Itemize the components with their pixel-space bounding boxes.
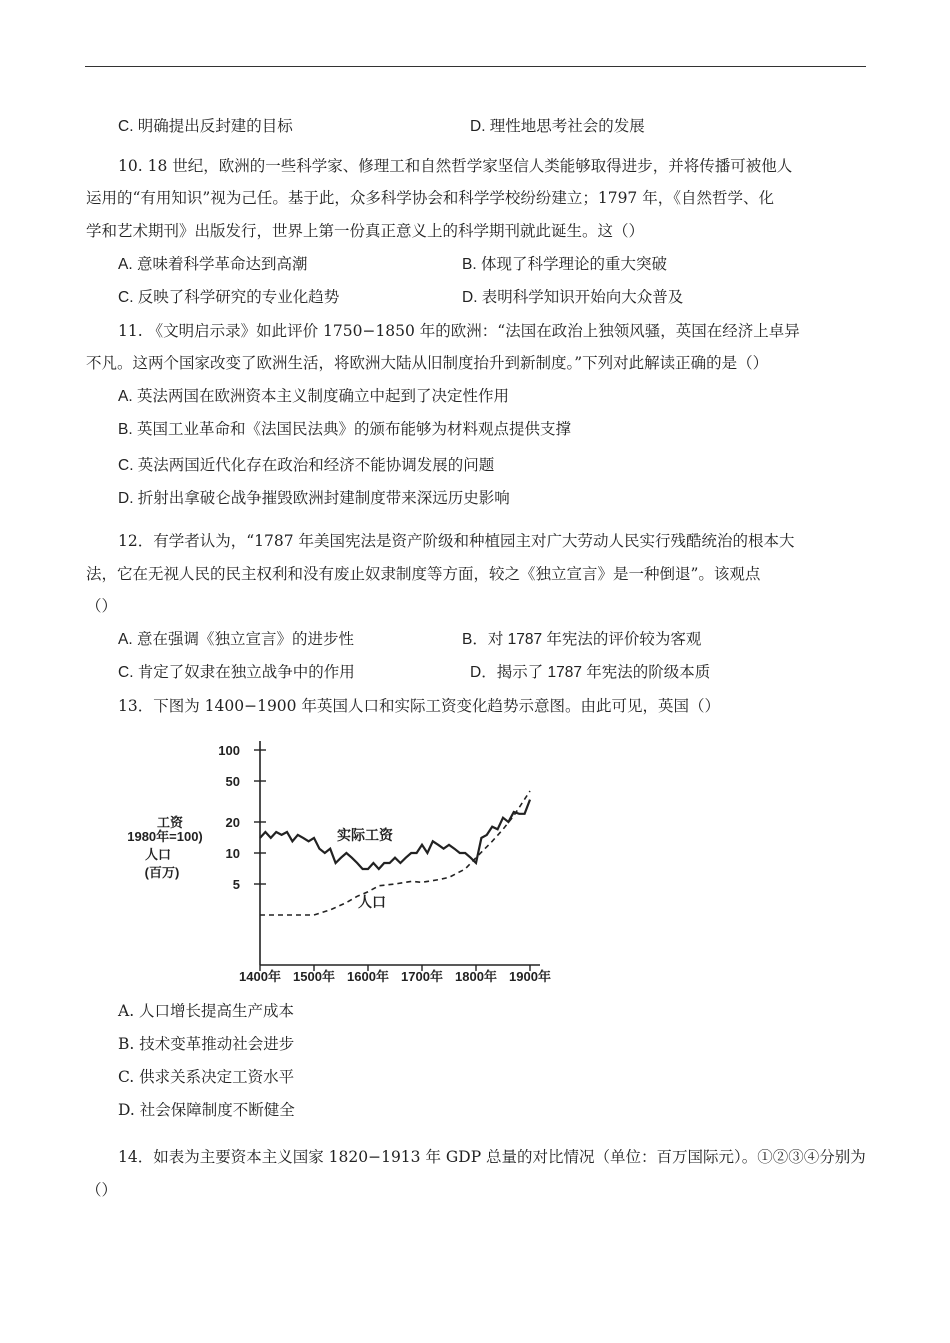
chart-x-tick-label: 1800年: [455, 969, 497, 984]
q14-stem-line1: 14．如表为主要资本主义国家 1820−1913 年 GDP 总量的对比情况（单位：百万国际元）。①②③④分别为: [118, 1148, 866, 1166]
q11-option-d[interactable]: D. 折射出拿破仑战争摧毁欧洲封建制度带来深远历史影响: [118, 490, 510, 507]
chart-series-line-wage: [260, 800, 530, 869]
q13-option-a[interactable]: A. 人口增长提高生产成本: [118, 1002, 295, 1020]
q12-stem-line1: 12．有学者认为，“1787 年美国宪法是资产阶级和种植园主对广大劳动人民实行残酷统治的根本大: [118, 532, 795, 550]
q13-chart: [110, 735, 570, 990]
q11-option-c[interactable]: C. 英法两国近代化存在政治和经济不能协调发展的问题: [118, 457, 495, 474]
header-rule: [85, 66, 866, 67]
q10-stem-line3: 学和艺术期刊》出版发行，世界上第一份真正意义上的科学期刊就此诞生。这（）: [86, 222, 645, 240]
chart-x-tick-label: 1500年: [293, 969, 335, 984]
q12-option-b[interactable]: B．对 1787 年宪法的评价较为客观: [462, 631, 702, 648]
chart-series-label: 实际工资: [337, 827, 393, 843]
chart-y-axis-label: 工资: [156, 815, 184, 830]
q10-option-c[interactable]: C. 反映了科学研究的专业化趋势: [118, 289, 340, 306]
q10-option-a[interactable]: A. 意味着科学革命达到高潮: [118, 256, 308, 273]
q9-option-c[interactable]: C. 明确提出反封建的目标: [118, 118, 293, 135]
q11-option-b[interactable]: B. 英国工业革命和《法国民法典》的颁布能够为材料观点提供支撑: [118, 421, 571, 438]
q10-option-b[interactable]: B. 体现了科学理论的重大突破: [462, 256, 667, 273]
chart-y-tick-label: 5: [232, 877, 240, 893]
q14-stem-line2: （）: [86, 1181, 118, 1199]
q9-option-d[interactable]: D. 理性地思考社会的发展: [470, 118, 645, 135]
chart-series-line-population: [260, 791, 530, 915]
q10-stem-line2: 运用的“有用知识”视为己任。基于此，众多科学协会和科学学校纷纷建立；1797 年，《自然哲学、化: [86, 189, 774, 207]
chart-y-tick-label: 50: [225, 774, 240, 790]
q13-stem-line1: 13．下图为 1400−1900 年英国人口和实际工资变化趋势示意图。由此可见，英国（）: [118, 697, 720, 715]
q12-option-d[interactable]: D．揭示了 1787 年宪法的阶级本质: [470, 664, 711, 681]
chart-x-tick-label: 1900年: [509, 969, 551, 984]
q13-option-b[interactable]: B. 技术变革推动社会进步: [118, 1035, 295, 1053]
q12-stem-line2: 法，它在无视人民的民主权利和没有废止奴隶制度等方面，较之《独立宣言》是一种倒退”。该观点: [86, 565, 761, 583]
chart-y-axis-label: 人口: [144, 847, 172, 862]
chart-y-axis-label: 1980年=100): [127, 829, 203, 844]
chart-y-tick-label: 20: [225, 814, 240, 830]
q12-stem-line3: （）: [86, 597, 118, 615]
q12-option-a[interactable]: A. 意在强调《独立宣言》的进步性: [118, 631, 354, 648]
q13-option-c[interactable]: C. 供求关系决定工资水平: [118, 1068, 295, 1086]
q10-option-d[interactable]: D. 表明科学知识开始向大众普及: [462, 289, 684, 306]
chart-x-tick-label: 1400年: [239, 969, 281, 984]
q11-option-a[interactable]: A. 英法两国在欧洲资本主义制度确立中起到了决定性作用: [118, 388, 509, 405]
chart-y-axis-label: (百万): [144, 865, 180, 880]
chart-series-label: 人口: [358, 894, 386, 910]
chart-y-tick-label: 10: [225, 846, 240, 861]
chart-x-tick-label: 1700年: [401, 969, 443, 984]
q11-stem-line1: 11. 《文明启示录》如此评价 1750−1850 年的欧洲：“法国在政治上独领风骚，英国在经济上卓异: [118, 322, 800, 340]
chart-x-tick-label: 1600年: [347, 969, 389, 984]
q10-stem-line1: 10. 18 世纪，欧洲的一些科学家、修理工和自然哲学家坚信人类能够取得进步，并将传播可被他人: [118, 157, 793, 175]
q13-option-d[interactable]: D. 社会保障制度不断健全: [118, 1101, 295, 1119]
q11-stem-line2: 不凡。这两个国家改变了欧洲生活，将欧洲大陆从旧制度抬升到新制度。”下列对此解读正确的是（）: [86, 354, 769, 372]
q12-option-c[interactable]: C. 肯定了奴隶在独立战争中的作用: [118, 664, 355, 681]
chart-y-tick-label: 100: [218, 743, 240, 758]
